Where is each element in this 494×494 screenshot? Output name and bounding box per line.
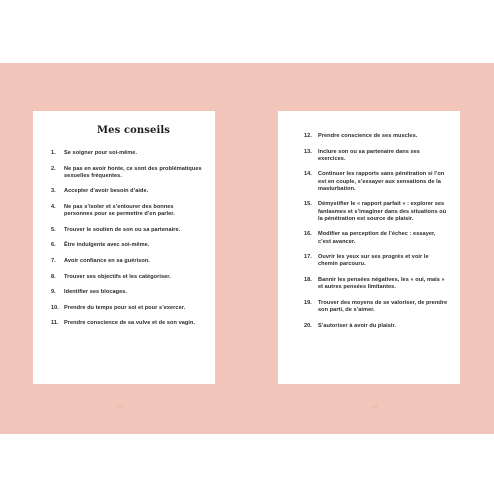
item-number: 6. — [51, 242, 56, 249]
item-number: 14. — [304, 171, 312, 178]
list-item — [51, 274, 203, 281]
page-number-left: 152 — [116, 404, 124, 409]
item-text: Prendre conscience de ses muscles. — [318, 133, 418, 139]
list-item — [304, 277, 448, 291]
list-item — [304, 171, 448, 193]
item-text: Trouver le soutien de son ou sa partenaire. — [64, 226, 181, 233]
item-text: Trouver des moyens de se valoriser, de prendre son parti, de s’aimer. — [318, 299, 448, 313]
list-item — [304, 133, 448, 140]
list-item — [51, 227, 203, 234]
page-title: Mes conseils — [97, 125, 170, 136]
item-number: 19. — [304, 299, 312, 306]
item-number: 4. — [51, 203, 56, 210]
item-number: 18. — [304, 276, 312, 283]
item-text: Continuer les rapports sans pénétration si l’on est en couple, s’essayer aux sensations de la masturbation. — [318, 171, 445, 192]
item-text: Avoir confiance en sa guérison. — [64, 257, 150, 264]
item-number: 3. — [51, 188, 56, 195]
item-text: Prendre conscience de sa vulve et de son vagin. — [64, 320, 196, 327]
item-text: Ne pas s’isoler et s’entourer des bonnes personnes pour se permettre d’en parler. — [64, 203, 175, 218]
list-item — [51, 305, 203, 312]
item-text: Se soigner pour soi-même. — [64, 150, 138, 156]
item-number: 9. — [51, 289, 56, 296]
list-item — [304, 149, 448, 163]
item-text: Identifier ses blocages. — [64, 289, 128, 296]
list-item — [304, 323, 448, 330]
item-text: Modifier sa perception de l’échec : essayer, c’est avancer. — [318, 231, 436, 245]
item-text: Inclure son ou sa partenaire dans ses exercices. — [318, 148, 420, 162]
item-number: 11. — [51, 320, 59, 327]
list-item — [304, 254, 448, 268]
item-number: 15. — [304, 201, 312, 208]
item-number: 12. — [304, 133, 312, 139]
item-number: 17. — [304, 254, 312, 261]
left-page-card — [33, 111, 215, 384]
list-item — [51, 204, 203, 218]
item-number: 2. — [51, 165, 56, 172]
list-item — [51, 242, 203, 249]
list-item — [304, 300, 448, 314]
item-number: 16. — [304, 231, 312, 238]
list-item — [304, 231, 448, 245]
item-text: Accepter d’avoir besoin d’aide. — [64, 188, 149, 195]
item-number: 8. — [51, 273, 56, 280]
advice-list-right — [304, 133, 448, 330]
item-text: S’autoriser à avoir du plaisir. — [318, 322, 397, 329]
item-text: Être indulgente avec soi-même. — [64, 242, 150, 249]
right-page-card — [278, 111, 460, 384]
page-number-right: 153 — [370, 404, 378, 409]
list-item — [51, 289, 203, 296]
item-number: 1. — [51, 150, 56, 156]
list-item — [51, 258, 203, 265]
advice-list-left — [51, 150, 203, 328]
item-text: Prendre du temps pour soi et pour s’exercer. — [64, 304, 186, 311]
item-number: 7. — [51, 257, 56, 264]
list-item — [304, 201, 448, 223]
item-number: 5. — [51, 226, 56, 233]
item-number: 13. — [304, 148, 312, 155]
item-text: Démystifier le « rapport parfait » : explorer ses fantasmes et s’imaginer dans des situations où la pénétration est source de plaisir. — [318, 201, 447, 222]
item-text: Trouver ses objectifs et les catégoriser. — [64, 273, 171, 280]
item-text: Ouvrir les yeux sur ses progrès et voir le chemin parcouru. — [318, 254, 429, 268]
list-item — [51, 166, 203, 180]
list-item — [51, 150, 203, 157]
list-item — [51, 320, 203, 327]
item-number: 10. — [51, 304, 59, 311]
item-number: 20. — [304, 322, 312, 329]
list-item — [51, 188, 203, 195]
item-text: Ne pas en avoir honte, ce sont des problématiques sexuelles fréquentes. — [64, 165, 202, 179]
item-text: Bannir les pensées négatives, les « oui, mais » et autres pensées limitantes. — [318, 276, 445, 291]
